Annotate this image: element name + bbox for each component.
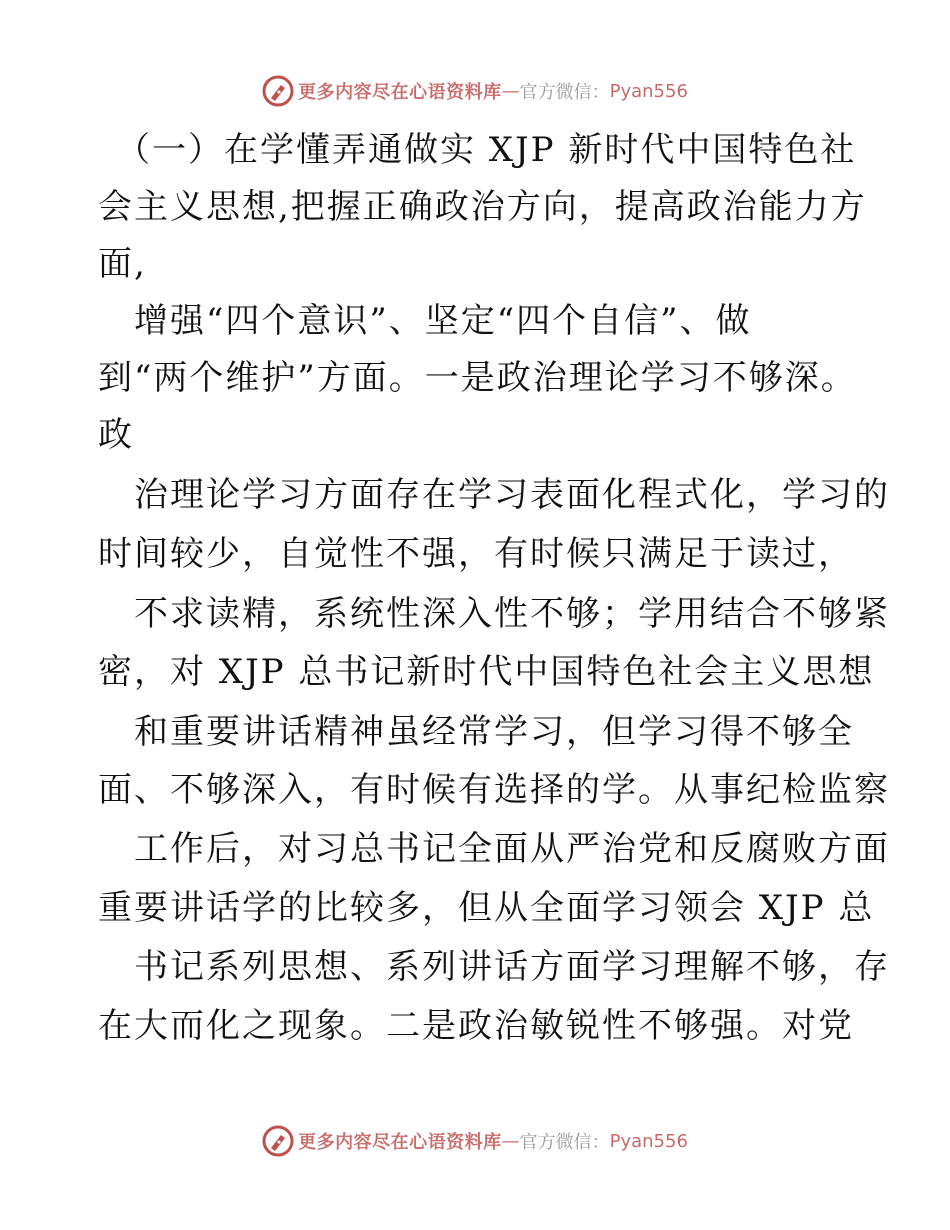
body-line: 重要讲话学的比较多，但从全面学习领会 XJP 总 [98, 888, 875, 928]
watermark-label: 官方微信： [519, 82, 610, 103]
body-line: 政 [98, 415, 134, 455]
body-line: 面、不够深入，有时候有选择的学。从事纪检监察 [98, 770, 890, 810]
watermark-separator: — [501, 80, 520, 102]
body-line: 增强“四个意识”、坚定“四个自信”、做 [134, 301, 752, 341]
body-line: 密，对 XJP 总书记新时代中国特色社会主义思想 [98, 652, 875, 692]
body-line: 工作后，对习总书记全面从严治党和反腐败方面 [134, 829, 890, 869]
watermark-id: Pyan556 [609, 80, 688, 102]
watermark-main-text: 更多内容尽在心语资料库 [298, 82, 502, 103]
body-line: 面, [98, 244, 147, 284]
body-line: 不求读精，系统性深入性不够；学用结合不够紧 [134, 594, 890, 634]
body-line: 和重要讲话精神虽经常学习，但学习得不够全 [134, 712, 854, 752]
body-line: 时间较少，自觉性不强，有时候只满足于读过， [98, 534, 854, 574]
body-line: （一）在学懂弄通做实 XJP 新时代中国特色社 [116, 130, 857, 170]
watermark-label: 官方微信： [519, 1132, 610, 1153]
footer-watermark [0, 1121, 950, 1161]
body-line: 书记系列思想、系列讲话方面学习理解不够，存 [134, 947, 890, 987]
body-line: 到“两个维护”方面。一是政治理论学习不够深。 [98, 358, 857, 398]
watermark-separator: — [501, 1130, 520, 1152]
body-line: 在大而化之现象。二是政治敏锐性不够强。对党 [98, 1006, 854, 1046]
watermark-main-text: 更多内容尽在心语资料库 [298, 1132, 502, 1153]
pen-nib-logo-icon [262, 1125, 294, 1157]
body-line: 会主义思想,把握正确政治方向，提高政治能力方 [98, 187, 867, 227]
body-line: 治理论学习方面存在学习表面化程式化，学习的 [134, 475, 890, 515]
watermark-id: Pyan556 [609, 1130, 688, 1152]
